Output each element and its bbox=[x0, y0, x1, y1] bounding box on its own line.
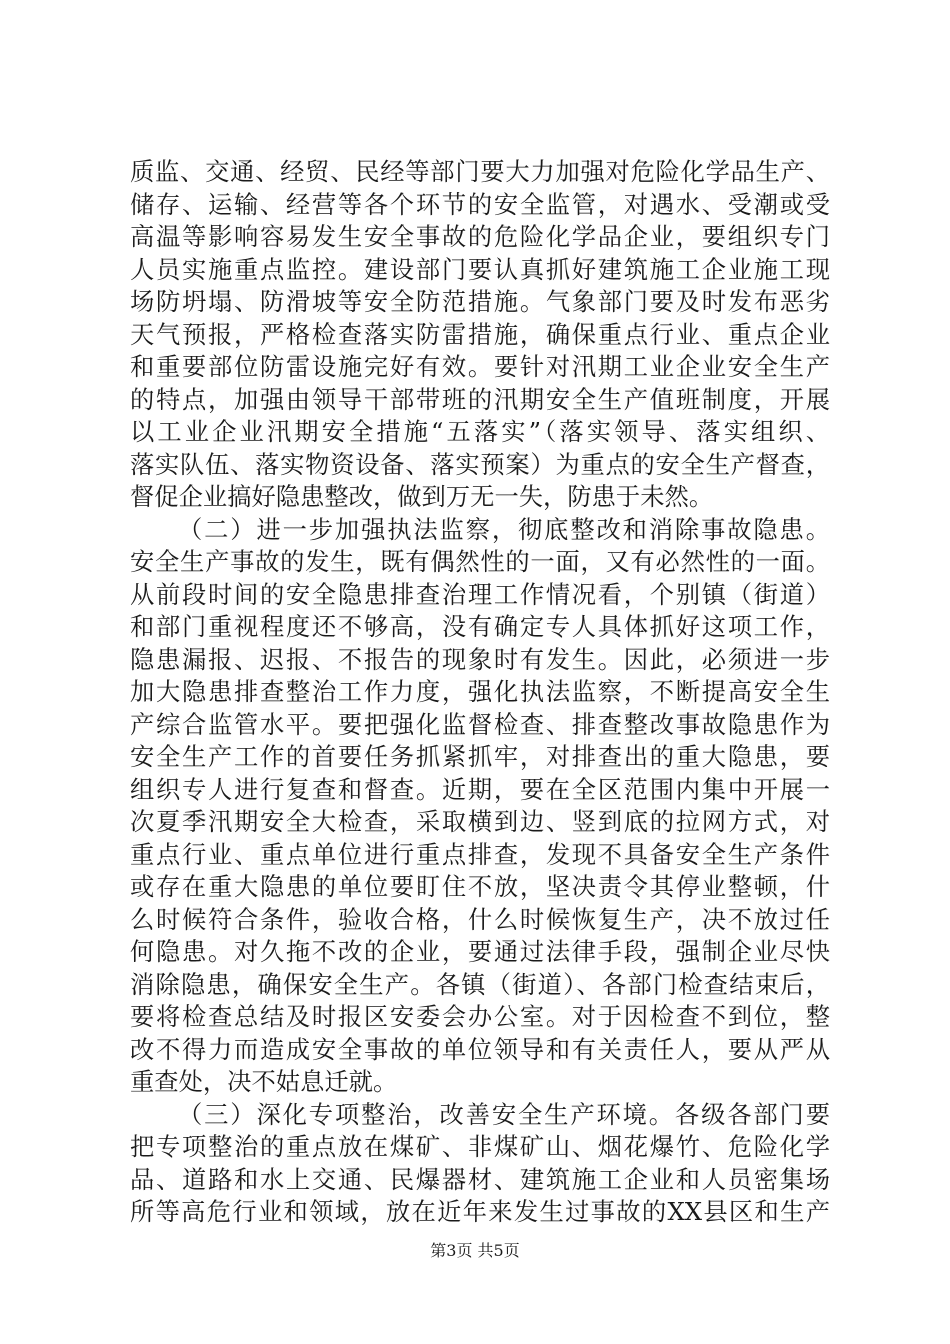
paragraph-last-line: 重查处，决不姑息迁就。 bbox=[130, 1067, 398, 1096]
text-line: 高温等影响容易发生安全事故的危险化学品企业，要组织专门 bbox=[130, 222, 830, 251]
text-line: 所等高危行业和领域，放在近年来发生过事故的XX县区和生产 bbox=[130, 1197, 830, 1226]
text-line: 么时候符合条件，验收合格，什么时候恢复生产，决不放过任 bbox=[130, 904, 830, 934]
text-line: 的特点，加强由领导干部带班的汛期安全生产值班制度，开展 bbox=[130, 384, 830, 414]
text-line: 和部门重视程度还不够高，没有确定专人具体抓好这项工作， bbox=[130, 612, 830, 641]
text-line: 落实队伍、落实物资设备、落实预案）为重点的安全生产督查， bbox=[130, 449, 830, 479]
text-line: 品、道路和水上交通、民爆器材、建筑施工企业和人员密集场 bbox=[130, 1164, 830, 1194]
body-text bbox=[130, 156, 830, 1229]
text-line: 把专项整治的重点放在煤矿、非煤矿山、烟花爆竹、危险化学 bbox=[130, 1132, 830, 1161]
text-line: 要将检查总结及时报区安委会办公室。对于因检查不到位，整 bbox=[130, 1002, 830, 1031]
text-line: 质监、交通、经贸、民经等部门要大力加强对危险化学品生产、 bbox=[130, 157, 830, 186]
text-line: 消除隐患，确保安全生产。各镇（街道）、各部门检查结束后， bbox=[130, 969, 830, 999]
text-line: 改不得力而造成安全事故的单位领导和有关责任人，要从严从 bbox=[130, 1034, 830, 1064]
text-line: 安全生产事故的发生，既有偶然性的一面，又有必然性的一面。 bbox=[130, 547, 830, 576]
text-line: 天气预报，严格检查落实防雷措施，确保重点行业、重点企业 bbox=[130, 319, 830, 349]
text-line: 储存、运输、经营等各个环节的安全监管，对遇水、受潮或受 bbox=[130, 189, 830, 219]
text-line: 次夏季汛期安全大检查，采取横到边、竖到底的拉网方式，对 bbox=[130, 807, 830, 836]
text-line: 安全生产工作的首要任务抓紧抓牢，对排查出的重大隐患，要 bbox=[130, 742, 830, 771]
text-line: 隐患漏报、迟报、不报告的现象时有发生。因此，必须进一步 bbox=[130, 644, 830, 674]
page-number-footer: 第3页 共5页 bbox=[430, 1241, 520, 1260]
text-line: 重点行业、重点单位进行重点排查，发现不具备安全生产条件 bbox=[130, 839, 830, 869]
text-line: 从前段时间的安全隐患排查治理工作情况看，个别镇（街道） bbox=[130, 579, 830, 609]
text-line: 以工业企业汛期安全措施“五落实”（落实领导、落实组织、 bbox=[130, 417, 830, 446]
text-line: 何隐患。对久拖不改的企业，要通过法律手段，强制企业尽快 bbox=[130, 937, 830, 966]
section-heading-line: （三）深化专项整治，改善安全生产环境。各级各部门要 bbox=[178, 1099, 830, 1129]
paragraph-last-line: 督促企业搞好隐患整改，做到万无一失，防患于未然。 bbox=[130, 482, 714, 511]
text-line: 人员实施重点监控。建设部门要认真抓好建筑施工企业施工现 bbox=[130, 254, 830, 284]
text-line: 和重要部位防雷设施完好有效。要针对汛期工业企业安全生产 bbox=[130, 352, 830, 381]
text-line: 场防坍塌、防滑坡等安全防范措施。气象部门要及时发布恶劣 bbox=[130, 287, 830, 316]
text-line: 或存在重大隐患的单位要盯住不放，坚决责令其停业整顿，什 bbox=[130, 872, 830, 901]
section-heading-line: （二）进一步加强执法监察，彻底整改和消除事故隐患。 bbox=[178, 514, 830, 544]
text-line: 组织专人进行复查和督查。近期，要在全区范围内集中开展一 bbox=[130, 774, 830, 804]
text-line: 加大隐患排查整治工作力度，强化执法监察，不断提高安全生 bbox=[130, 677, 830, 706]
text-line: 产综合监管水平。要把强化监督检查、排查整改事故隐患作为 bbox=[130, 709, 830, 739]
